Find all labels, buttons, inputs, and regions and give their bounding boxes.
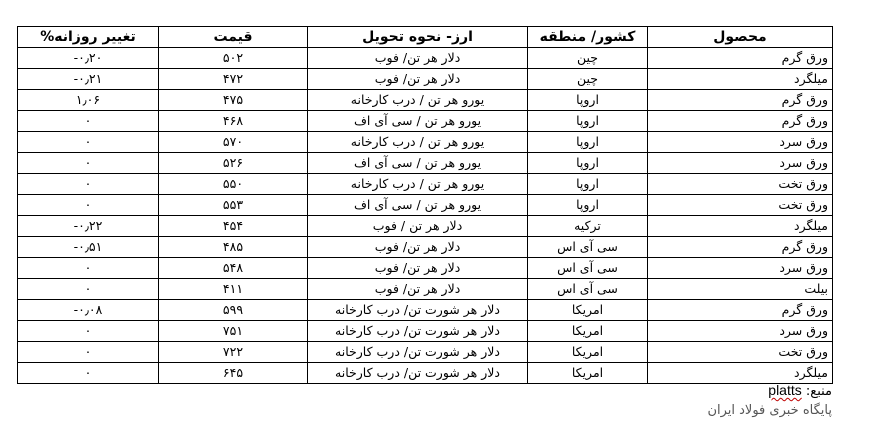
cell-basis: دلار هر تن/ فوب xyxy=(308,69,528,90)
cell-basis: دلار هر تن/ فوب xyxy=(308,279,528,300)
header-basis: ارز- نحوه تحویل xyxy=(308,27,528,48)
cell-product: میلگرد xyxy=(648,363,833,384)
cell-country: اروپا xyxy=(528,153,648,174)
cell-product: ورق تخت xyxy=(648,174,833,195)
cell-country: سی آی اس xyxy=(528,279,648,300)
header-change: تغییر روزانه% xyxy=(18,27,159,48)
header-country: کشور/ منطقه xyxy=(528,27,648,48)
cell-basis: یورو هر تن / سی آی اف xyxy=(308,153,528,174)
cell-country: امریکا xyxy=(528,363,648,384)
cell-basis: یورو هر تن / سی آی اف xyxy=(308,195,528,216)
cell-price: ۵۵۳ xyxy=(159,195,308,216)
cell-basis: یورو هر تن / درب کارخانه xyxy=(308,132,528,153)
header-price: قیمت xyxy=(159,27,308,48)
cell-change: ۰ xyxy=(18,321,159,342)
cell-product: ورق سرد xyxy=(648,258,833,279)
cell-price: ۴۶۸ xyxy=(159,111,308,132)
cell-change: ۱٫۰۶ xyxy=(18,90,159,111)
table-row xyxy=(18,216,833,237)
cell-basis: دلار هر شورت تن/ درب کارخانه xyxy=(308,342,528,363)
cell-product: ورق سرد xyxy=(648,321,833,342)
cell-price: ۴۱۱ xyxy=(159,279,308,300)
cell-change: ۰ xyxy=(18,132,159,153)
cell-price: ۴۷۵ xyxy=(159,90,308,111)
price-table xyxy=(17,26,833,384)
cell-country: امریکا xyxy=(528,321,648,342)
cell-price: ۶۴۵ xyxy=(159,363,308,384)
cell-price: ۵۵۰ xyxy=(159,174,308,195)
cell-product: میلگرد xyxy=(648,69,833,90)
cell-change: ۰ xyxy=(18,258,159,279)
table-row xyxy=(18,237,833,258)
cell-basis: دلار هر تن/ فوب xyxy=(308,237,528,258)
table-row xyxy=(18,48,833,69)
cell-country: ترکیه xyxy=(528,216,648,237)
cell-change: -۰٫۲۲ xyxy=(18,216,159,237)
cell-country: چین xyxy=(528,69,648,90)
cell-product: میلگرد xyxy=(648,216,833,237)
cell-country: امریکا xyxy=(528,300,648,321)
cell-change: ۰ xyxy=(18,153,159,174)
table-row xyxy=(18,300,833,321)
cell-country: اروپا xyxy=(528,132,648,153)
cell-product: ورق گرم xyxy=(648,48,833,69)
cell-product: ورق گرم xyxy=(648,237,833,258)
cell-change: ۰ xyxy=(18,363,159,384)
table-row xyxy=(18,69,833,90)
cell-change: ۰ xyxy=(18,195,159,216)
cell-price: ۴۷۲ xyxy=(159,69,308,90)
cell-product: ورق سرد xyxy=(648,132,833,153)
source-note xyxy=(768,382,832,399)
cell-basis: یورو هر تن / سی آی اف xyxy=(308,111,528,132)
cell-product: ورق تخت xyxy=(648,342,833,363)
table-row xyxy=(18,363,833,384)
cell-change: -۰٫۲۰ xyxy=(18,48,159,69)
cell-product: ورق گرم xyxy=(648,300,833,321)
cell-change: -۰٫۰۸ xyxy=(18,300,159,321)
cell-price: ۵۰۲ xyxy=(159,48,308,69)
table-row xyxy=(18,279,833,300)
cell-price: ۷۵۱ xyxy=(159,321,308,342)
cell-change: -۰٫۲۱ xyxy=(18,69,159,90)
table-row xyxy=(18,321,833,342)
table-row xyxy=(18,132,833,153)
cell-basis: دلار هر شورت تن/ درب کارخانه xyxy=(308,363,528,384)
cell-basis: دلار هر شورت تن/ درب کارخانه xyxy=(308,321,528,342)
table-row xyxy=(18,174,833,195)
header-product: محصول xyxy=(648,27,833,48)
cell-basis: یورو هر تن / درب کارخانه xyxy=(308,174,528,195)
cell-change: ۰ xyxy=(18,174,159,195)
table-row xyxy=(18,195,833,216)
source-label: منبع: xyxy=(805,384,832,399)
cell-change: -۰٫۵۱ xyxy=(18,237,159,258)
cell-country: سی آی اس xyxy=(528,237,648,258)
cell-price: ۷۲۲ xyxy=(159,342,308,363)
cell-basis: دلار هر شورت تن/ درب کارخانه xyxy=(308,300,528,321)
cell-country: اروپا xyxy=(528,174,648,195)
cell-basis: دلار هر تن/ فوب xyxy=(308,48,528,69)
table-row xyxy=(18,153,833,174)
cell-price: ۵۴۸ xyxy=(159,258,308,279)
cell-change: ۰ xyxy=(18,279,159,300)
cell-country: سی آی اس xyxy=(528,258,648,279)
table-row xyxy=(18,90,833,111)
cell-product: ورق گرم xyxy=(648,90,833,111)
cell-change: ۰ xyxy=(18,342,159,363)
table-row xyxy=(18,258,833,279)
cell-price: ۴۸۵ xyxy=(159,237,308,258)
cell-product: ورق گرم xyxy=(648,111,833,132)
cell-basis: دلار هر تن/ فوب xyxy=(308,258,528,279)
cell-product: ورق سرد xyxy=(648,153,833,174)
cell-country: اروپا xyxy=(528,195,648,216)
cell-price: ۴۵۴ xyxy=(159,216,308,237)
cell-country: چین xyxy=(528,48,648,69)
table-row xyxy=(18,111,833,132)
table-body xyxy=(18,48,833,384)
credit-text: پایگاه خبری فولاد ایران xyxy=(707,403,832,418)
cell-price: ۵۷۰ xyxy=(159,132,308,153)
cell-basis: یورو هر تن / درب کارخانه xyxy=(308,90,528,111)
table-row xyxy=(18,342,833,363)
cell-product: ورق تخت xyxy=(648,195,833,216)
cell-basis: دلار هر تن / فوب xyxy=(308,216,528,237)
source-value: platts xyxy=(768,382,802,398)
cell-change: ۰ xyxy=(18,111,159,132)
cell-product: بیلت xyxy=(648,279,833,300)
cell-country: اروپا xyxy=(528,111,648,132)
table-header-row xyxy=(18,27,833,48)
cell-price: ۵۲۶ xyxy=(159,153,308,174)
cell-country: اروپا xyxy=(528,90,648,111)
cell-price: ۵۹۹ xyxy=(159,300,308,321)
cell-country: امریکا xyxy=(528,342,648,363)
